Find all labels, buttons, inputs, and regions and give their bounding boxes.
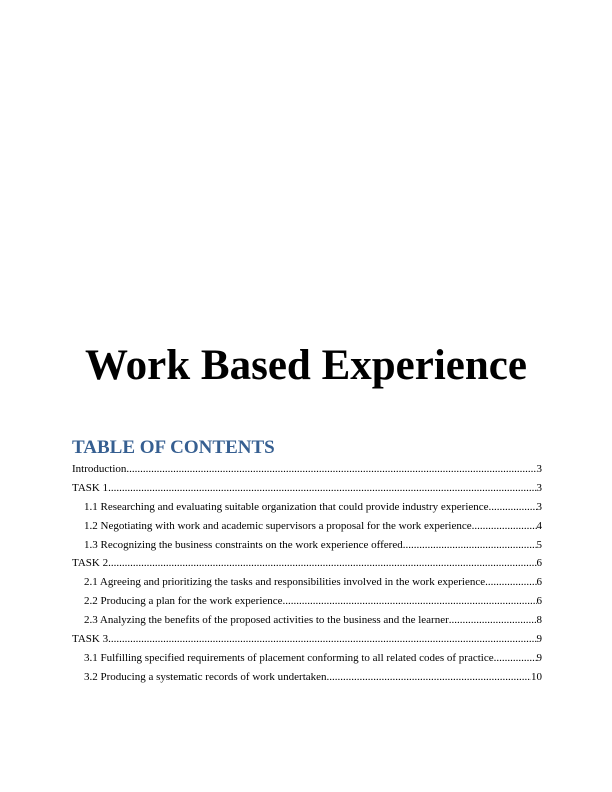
- toc-dot-leader: [496, 649, 536, 668]
- toc-page-number: 3: [536, 481, 542, 494]
- toc-entry-text: 1.1 Researching and evaluating suitable organization that could provide industry experience: [84, 500, 489, 513]
- toc-entry-text: 2.2 Producing a plan for the work experience: [84, 595, 283, 608]
- toc-page-number: 6: [536, 595, 542, 608]
- toc-page-number: 3: [536, 500, 542, 513]
- toc-entry-1-3[interactable]: [72, 536, 542, 555]
- toc-page-number: 9: [536, 651, 542, 664]
- toc-entry-introduction[interactable]: [72, 460, 542, 479]
- toc-entry-2-2[interactable]: [72, 592, 542, 611]
- toc-entry-text: 1.2 Negotiating with work and academic supervisors a proposal for the work experience: [84, 519, 472, 532]
- toc-dot-leader: [327, 668, 531, 687]
- toc-dot-leader: [403, 536, 537, 555]
- toc-entry-1-2[interactable]: [72, 517, 542, 536]
- toc-dot-leader: [108, 630, 536, 649]
- document-title: Work Based Experience: [85, 342, 527, 389]
- toc-entry-text: TASK 2: [72, 557, 109, 570]
- toc-entry-3-2[interactable]: [72, 668, 542, 687]
- toc-entry-text: 2.1 Agreeing and prioritizing the tasks and responsibilities involved in the work experience: [84, 576, 486, 589]
- toc-page-number: 6: [536, 557, 542, 570]
- toc-dot-leader: [472, 517, 537, 536]
- toc-heading: TABLE OF CONTENTS: [72, 437, 275, 458]
- toc-entry-3-1[interactable]: [72, 649, 542, 668]
- toc-page-number: 6: [536, 576, 542, 589]
- toc-page-number: 3: [536, 463, 542, 475]
- toc-dot-leader: [108, 554, 536, 573]
- toc-entry-text: TASK 3: [72, 633, 109, 646]
- table-of-contents: [72, 460, 542, 687]
- toc-entry-task-2[interactable]: [72, 554, 542, 573]
- toc-dot-leader: [108, 479, 536, 498]
- toc-page-number: 4: [536, 519, 542, 532]
- toc-dot-leader: [485, 573, 536, 592]
- toc-entry-1-1[interactable]: [72, 498, 542, 517]
- toc-entry-text: 3.2 Producing a systematic records of work undertaken: [84, 670, 327, 683]
- toc-dot-leader: [283, 592, 537, 611]
- toc-page-number: 10: [531, 670, 542, 683]
- toc-page-number: 9: [536, 633, 542, 646]
- toc-entry-task-3[interactable]: [72, 630, 542, 649]
- toc-entry-text: 3.1 Fulfilling specified requirements of placement conforming to all related codes of practice.: [84, 651, 497, 664]
- toc-entry-task-1[interactable]: [72, 479, 542, 498]
- toc-entry-text: Introduction: [72, 463, 127, 475]
- toc-dot-leader: [489, 498, 537, 517]
- toc-page-number: 8: [536, 614, 542, 627]
- toc-dot-leader: [449, 611, 537, 630]
- toc-entry-2-1[interactable]: [72, 573, 542, 592]
- toc-entry-2-3[interactable]: [72, 611, 542, 630]
- toc-entry-text: 1.3 Recognizing the business constraints on the work experience offered: [84, 538, 403, 551]
- toc-page-number: 5: [536, 538, 542, 551]
- toc-entry-text: 2.3 Analyzing the benefits of the proposed activities to the business and the learner: [84, 614, 449, 627]
- toc-dot-leader: [126, 460, 536, 479]
- toc-entry-text: TASK 1: [72, 481, 109, 494]
